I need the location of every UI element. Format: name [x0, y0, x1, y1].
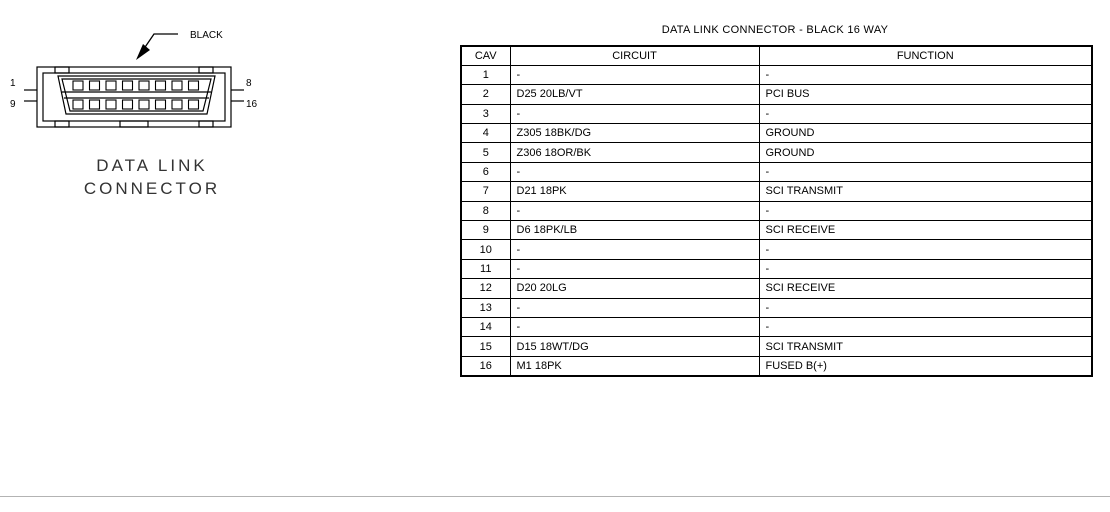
- connector-name-line2: CONNECTOR: [83, 179, 221, 198]
- cell-function: GROUND: [759, 124, 1092, 143]
- table-row: [461, 143, 1092, 162]
- terminal-cavity: [172, 100, 182, 109]
- table-row: [461, 65, 1092, 84]
- cell-circuit: -: [510, 259, 759, 278]
- table-row: [461, 182, 1092, 201]
- cell-cav: 3: [461, 104, 510, 123]
- connector-diagram: [0, 0, 300, 260]
- cell-function: PCI BUS: [759, 85, 1092, 104]
- table-row: [461, 201, 1092, 220]
- cell-cav: 8: [461, 201, 510, 220]
- cell-cav: 6: [461, 162, 510, 181]
- pin-label-16: 16: [246, 99, 258, 110]
- terminal-cavity: [189, 100, 199, 109]
- table-row: [461, 298, 1092, 317]
- terminal-row-bottom: [73, 100, 199, 109]
- cell-function: -: [759, 259, 1092, 278]
- cell-circuit: -: [510, 201, 759, 220]
- cell-function: -: [759, 317, 1092, 336]
- cell-circuit: Z306 18OR/BK: [510, 143, 759, 162]
- cell-circuit: D25 20LB/VT: [510, 85, 759, 104]
- table-row: [461, 337, 1092, 356]
- cell-cav: 10: [461, 240, 510, 259]
- cell-circuit: D15 18WT/DG: [510, 337, 759, 356]
- cell-function: SCI TRANSMIT: [759, 337, 1092, 356]
- table-body: [461, 65, 1092, 375]
- table-title: DATA LINK CONNECTOR - BLACK 16 WAY: [661, 24, 889, 36]
- cell-cav: 9: [461, 221, 510, 240]
- terminal-cavity: [156, 81, 166, 90]
- footer-divider: [0, 496, 1110, 497]
- cell-cav: 5: [461, 143, 510, 162]
- header-function: FUNCTION: [759, 46, 1092, 65]
- pin-label-9: 9: [10, 99, 16, 110]
- terminal-cavity: [156, 100, 166, 109]
- cell-function: SCI RECEIVE: [759, 279, 1092, 298]
- connector-name: [52, 154, 252, 200]
- cell-function: -: [759, 162, 1092, 181]
- pinout-table: [460, 45, 1093, 377]
- terminal-cavity: [123, 81, 133, 90]
- terminal-cavity: [106, 100, 116, 109]
- cell-circuit: -: [510, 317, 759, 336]
- cell-function: FUSED B(+): [759, 356, 1092, 375]
- terminal-cavity: [90, 100, 100, 109]
- cell-function: -: [759, 104, 1092, 123]
- cell-cav: 15: [461, 337, 510, 356]
- cell-cav: 13: [461, 298, 510, 317]
- cell-cav: 11: [461, 259, 510, 278]
- cell-circuit: -: [510, 240, 759, 259]
- table-row: [461, 221, 1092, 240]
- cell-function: -: [759, 240, 1092, 259]
- header-circuit: CIRCUIT: [510, 46, 759, 65]
- table-header-row: [461, 46, 1092, 65]
- table-row: [461, 162, 1092, 181]
- pin-label-8: 8: [246, 78, 252, 89]
- table-row: [461, 317, 1092, 336]
- connector-housing: [24, 67, 244, 127]
- cell-circuit: D6 18PK/LB: [510, 221, 759, 240]
- cell-cav: 2: [461, 85, 510, 104]
- terminal-cavity: [139, 81, 149, 90]
- cell-circuit: -: [510, 298, 759, 317]
- cell-function: SCI TRANSMIT: [759, 182, 1092, 201]
- table-row: [461, 104, 1092, 123]
- cell-circuit: -: [510, 162, 759, 181]
- cell-cav: 14: [461, 317, 510, 336]
- cell-circuit: Z305 18BK/DG: [510, 124, 759, 143]
- connector-color-callout: BLACK: [190, 30, 223, 41]
- cell-function: -: [759, 298, 1092, 317]
- terminal-cavity: [90, 81, 100, 90]
- cell-circuit: D20 20LG: [510, 279, 759, 298]
- cell-function: SCI RECEIVE: [759, 221, 1092, 240]
- cell-cav: 4: [461, 124, 510, 143]
- terminal-cavity: [189, 81, 199, 90]
- terminal-cavity: [73, 81, 83, 90]
- cell-circuit: -: [510, 65, 759, 84]
- cell-circuit: M1 18PK: [510, 356, 759, 375]
- terminal-cavity: [139, 100, 149, 109]
- table-row: [461, 356, 1092, 375]
- cell-function: GROUND: [759, 143, 1092, 162]
- cell-cav: 12: [461, 279, 510, 298]
- table-row: [461, 85, 1092, 104]
- cell-circuit: D21 18PK: [510, 182, 759, 201]
- cell-cav: 1: [461, 65, 510, 84]
- terminal-cavity: [172, 81, 182, 90]
- pin-label-1: 1: [10, 78, 16, 89]
- color-callout-leader: [136, 34, 178, 60]
- connector-name-line1: DATA LINK: [96, 156, 208, 175]
- table-row: [461, 279, 1092, 298]
- terminal-row-top: [73, 81, 199, 90]
- terminal-cavity: [73, 100, 83, 109]
- table-row: [461, 240, 1092, 259]
- header-cav: CAV: [461, 46, 510, 65]
- table-row: [461, 259, 1092, 278]
- terminal-cavity: [106, 81, 116, 90]
- cell-circuit: -: [510, 104, 759, 123]
- cell-cav: 7: [461, 182, 510, 201]
- terminal-cavity: [123, 100, 133, 109]
- cell-function: -: [759, 65, 1092, 84]
- table-row: [461, 124, 1092, 143]
- cell-cav: 16: [461, 356, 510, 375]
- cell-function: -: [759, 201, 1092, 220]
